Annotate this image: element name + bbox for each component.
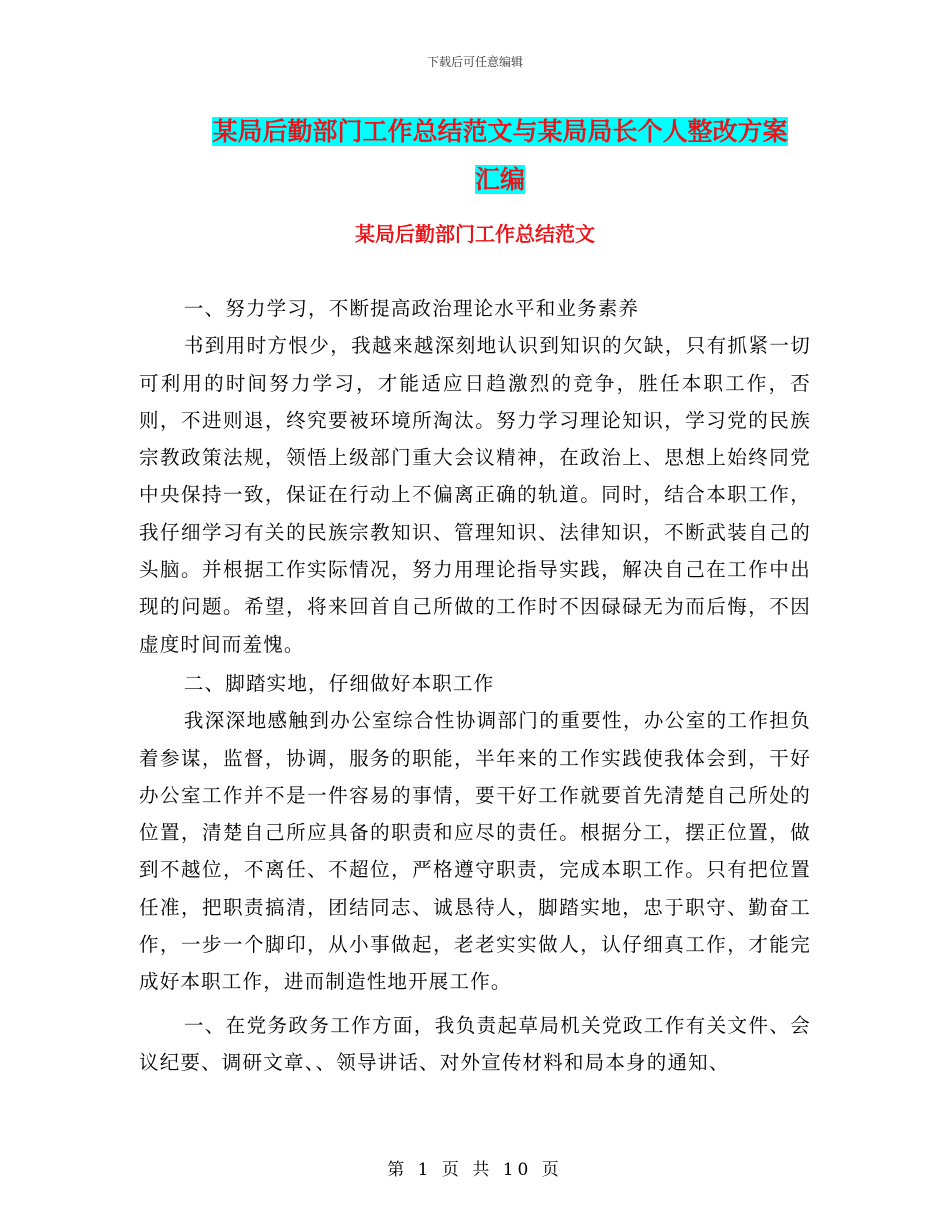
heading-1: 一、努力学习，不断提高政治理论水平和业务素养 (183, 297, 640, 320)
page-footer: 第 1 页 共 10 页 (387, 1160, 563, 1180)
document-title (150, 108, 850, 204)
heading-2: 二、脚踏实地，仔细做好本职工作 (183, 671, 495, 695)
section-title: 某局后勤部门工作总结范文 (355, 222, 595, 246)
title-line-2: 汇编 (474, 165, 525, 194)
header-note: 下载后可任意编辑 (426, 55, 523, 69)
paragraph-3: 一、在党务政务工作方面，我负责起草局机关党政工作有关文件、会议纪要、调研文章、、领导讲话、对外宣传材料和局本身的通知、 (139, 1013, 811, 1074)
title-line-1: 某局后勤部门工作总结范文与某局局长个人整改方案 (212, 117, 788, 146)
body-text (139, 290, 811, 1081)
paragraph-2: 我深深地感触到办公室综合性协调部门的重要性，办公室的工作担负着参谋，监督，协调，服务的职能，半年来的工作实践使我体会到，干好办公室工作并不是一件容易的事情，要干好工作就要首先清楚自己所处的位置，清楚自己所应具备的职责和应尽的责任。根据分工，摆正位置，做到不越位，不离任、不超位，严格遵守职责，完成本职工作。只有把位置任准，把职责搞清，团结同志、诚恳待人，脚踏实地，忠于职守、勤奋工作，一步一个脚印，从小事做起，老老实实做人，认仔细真工作，才能完成好本职工作，进而制造性地开展工作。 (139, 709, 811, 994)
paragraph-1: 书到用时方恨少，我越来越深刻地认识到知识的欠缺，只有抓紧一切可利用的时间努力学习，才能适应日趋激烈的竞争，胜任本职工作，否则，不进则退，终究要被环境所淘汰。努力学习理论知识，学习党的民族宗教政策法规，领悟上级部门重大会议精神，在政治上、思想上始终同党中央保持一致，保证在行动上不偏离正确的轨道。同时，结合本职工作，我仔细学习有关的民族宗教知识、管理知识、法律知识，不断武装自己的头脑。并根据工作实际情况，努力用理论指导实践，解决自己在工作中出现的问题。希望，将来回首自己所做的工作时不因碌碌无为而后悔，不因虚度时间而羞愧。 (139, 334, 811, 656)
